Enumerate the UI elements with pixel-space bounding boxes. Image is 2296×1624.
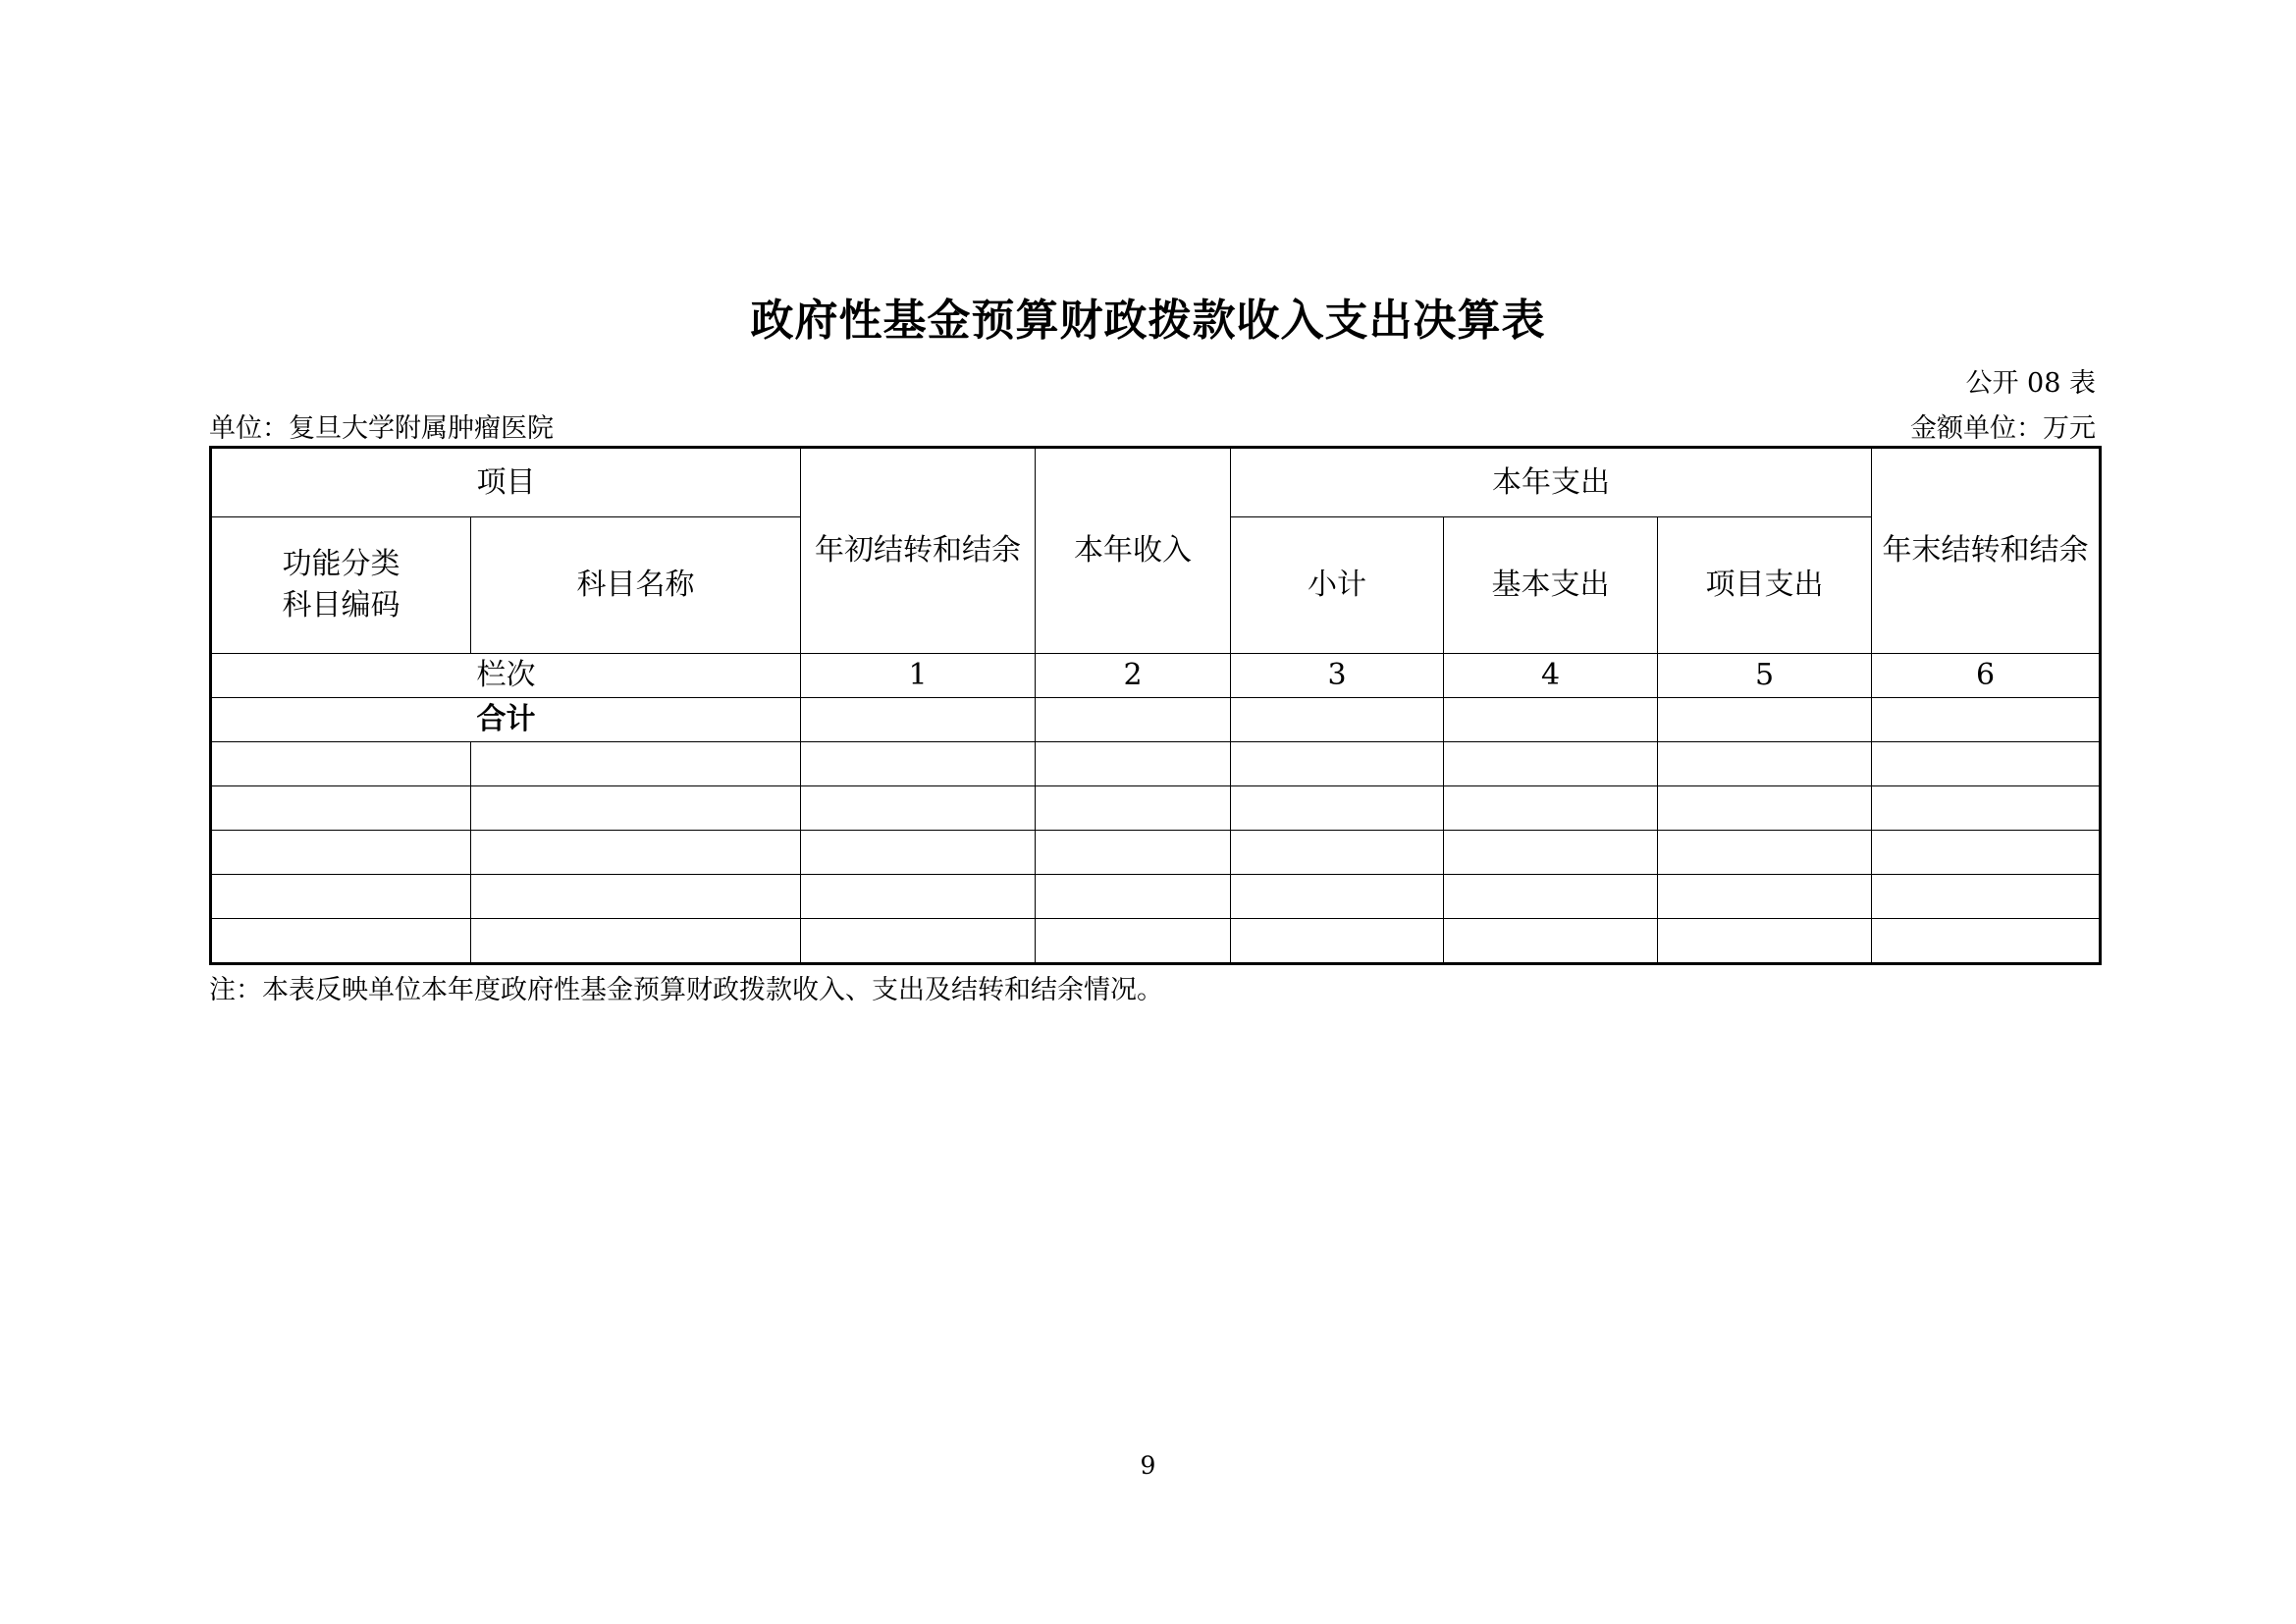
total-cell [1658,698,1872,742]
table-cell [801,831,1036,875]
index-col-2: 2 [1036,654,1231,698]
page-number: 9 [1140,1451,1156,1480]
table-cell [211,786,471,831]
table-cell [1036,831,1231,875]
table-row [211,786,2101,831]
header-closing-balance: 年末结转和结余 [1872,448,2101,654]
table-cell [211,919,471,964]
table-note: 注：本表反映单位本年度政府性基金预算财政拨款收入、支出及结转和结余情况。 [209,975,1163,1005]
header-func-code-line1: 功能分类 [282,547,400,581]
table-cell [1444,742,1658,786]
table-cell [1036,786,1231,831]
table-cell [471,919,801,964]
header-opening-balance: 年初结转和结余 [801,448,1036,654]
table-cell [801,786,1036,831]
table-cell [1872,742,2101,786]
table-cell [1231,742,1444,786]
table-row [211,875,2101,919]
header-project: 项目 [211,448,801,517]
index-col-4: 4 [1444,654,1658,698]
page-title: 政府性基金预算财政拨款收入支出决算表 [750,296,1546,346]
table-cell [471,742,801,786]
table-cell [471,786,801,831]
index-col-6: 6 [1872,654,2101,698]
header-row-1 [211,448,2101,517]
table-cell [211,831,471,875]
table-cell [1872,919,2101,964]
form-code: 公开 08 表 [1965,368,2096,399]
index-row [211,654,2101,698]
table-cell [471,831,801,875]
header-current-income: 本年收入 [1036,448,1231,654]
table-cell [211,875,471,919]
table-cell [1872,831,2101,875]
total-cell [1444,698,1658,742]
table-cell [1231,875,1444,919]
table-row [211,742,2101,786]
total-label: 合计 [211,698,801,742]
table-cell [1231,831,1444,875]
table-cell [1231,919,1444,964]
table-row [211,919,2101,964]
table-cell [1444,831,1658,875]
header-func-code-line2: 科目编码 [282,588,400,623]
table-row [211,831,2101,875]
table-cell [1872,875,2101,919]
table-cell [1658,742,1872,786]
table-cell [1036,742,1231,786]
table-cell [1658,919,1872,964]
table-cell [1444,786,1658,831]
total-row [211,698,2101,742]
table-cell [1444,875,1658,919]
table-cell [1231,786,1444,831]
table-cell [1872,786,2101,831]
total-cell [1231,698,1444,742]
amount-unit: 金额单位：万元 [1910,413,2096,444]
table-cell [801,742,1036,786]
index-label: 栏次 [211,654,801,698]
total-cell [801,698,1036,742]
total-cell [1036,698,1231,742]
table-cell [1658,831,1872,875]
table-cell [1036,919,1231,964]
table-cell [801,875,1036,919]
table-cell [471,875,801,919]
header-basic-expense: 基本支出 [1444,517,1658,654]
table-cell [1036,875,1231,919]
table-cell [1658,786,1872,831]
total-cell [1872,698,2101,742]
table-cell [1658,875,1872,919]
index-col-1: 1 [801,654,1036,698]
index-col-3: 3 [1231,654,1444,698]
header-current-expense: 本年支出 [1231,448,1872,517]
header-func-code [211,517,471,654]
header-subject-name: 科目名称 [471,517,801,654]
index-col-5: 5 [1658,654,1872,698]
table-cell [211,742,471,786]
header-subtotal: 小计 [1231,517,1444,654]
budget-table [209,446,2102,965]
reporting-unit: 单位：复旦大学附属肿瘤医院 [209,413,554,444]
table-cell [1444,919,1658,964]
header-project-expense: 项目支出 [1658,517,1872,654]
table-cell [801,919,1036,964]
